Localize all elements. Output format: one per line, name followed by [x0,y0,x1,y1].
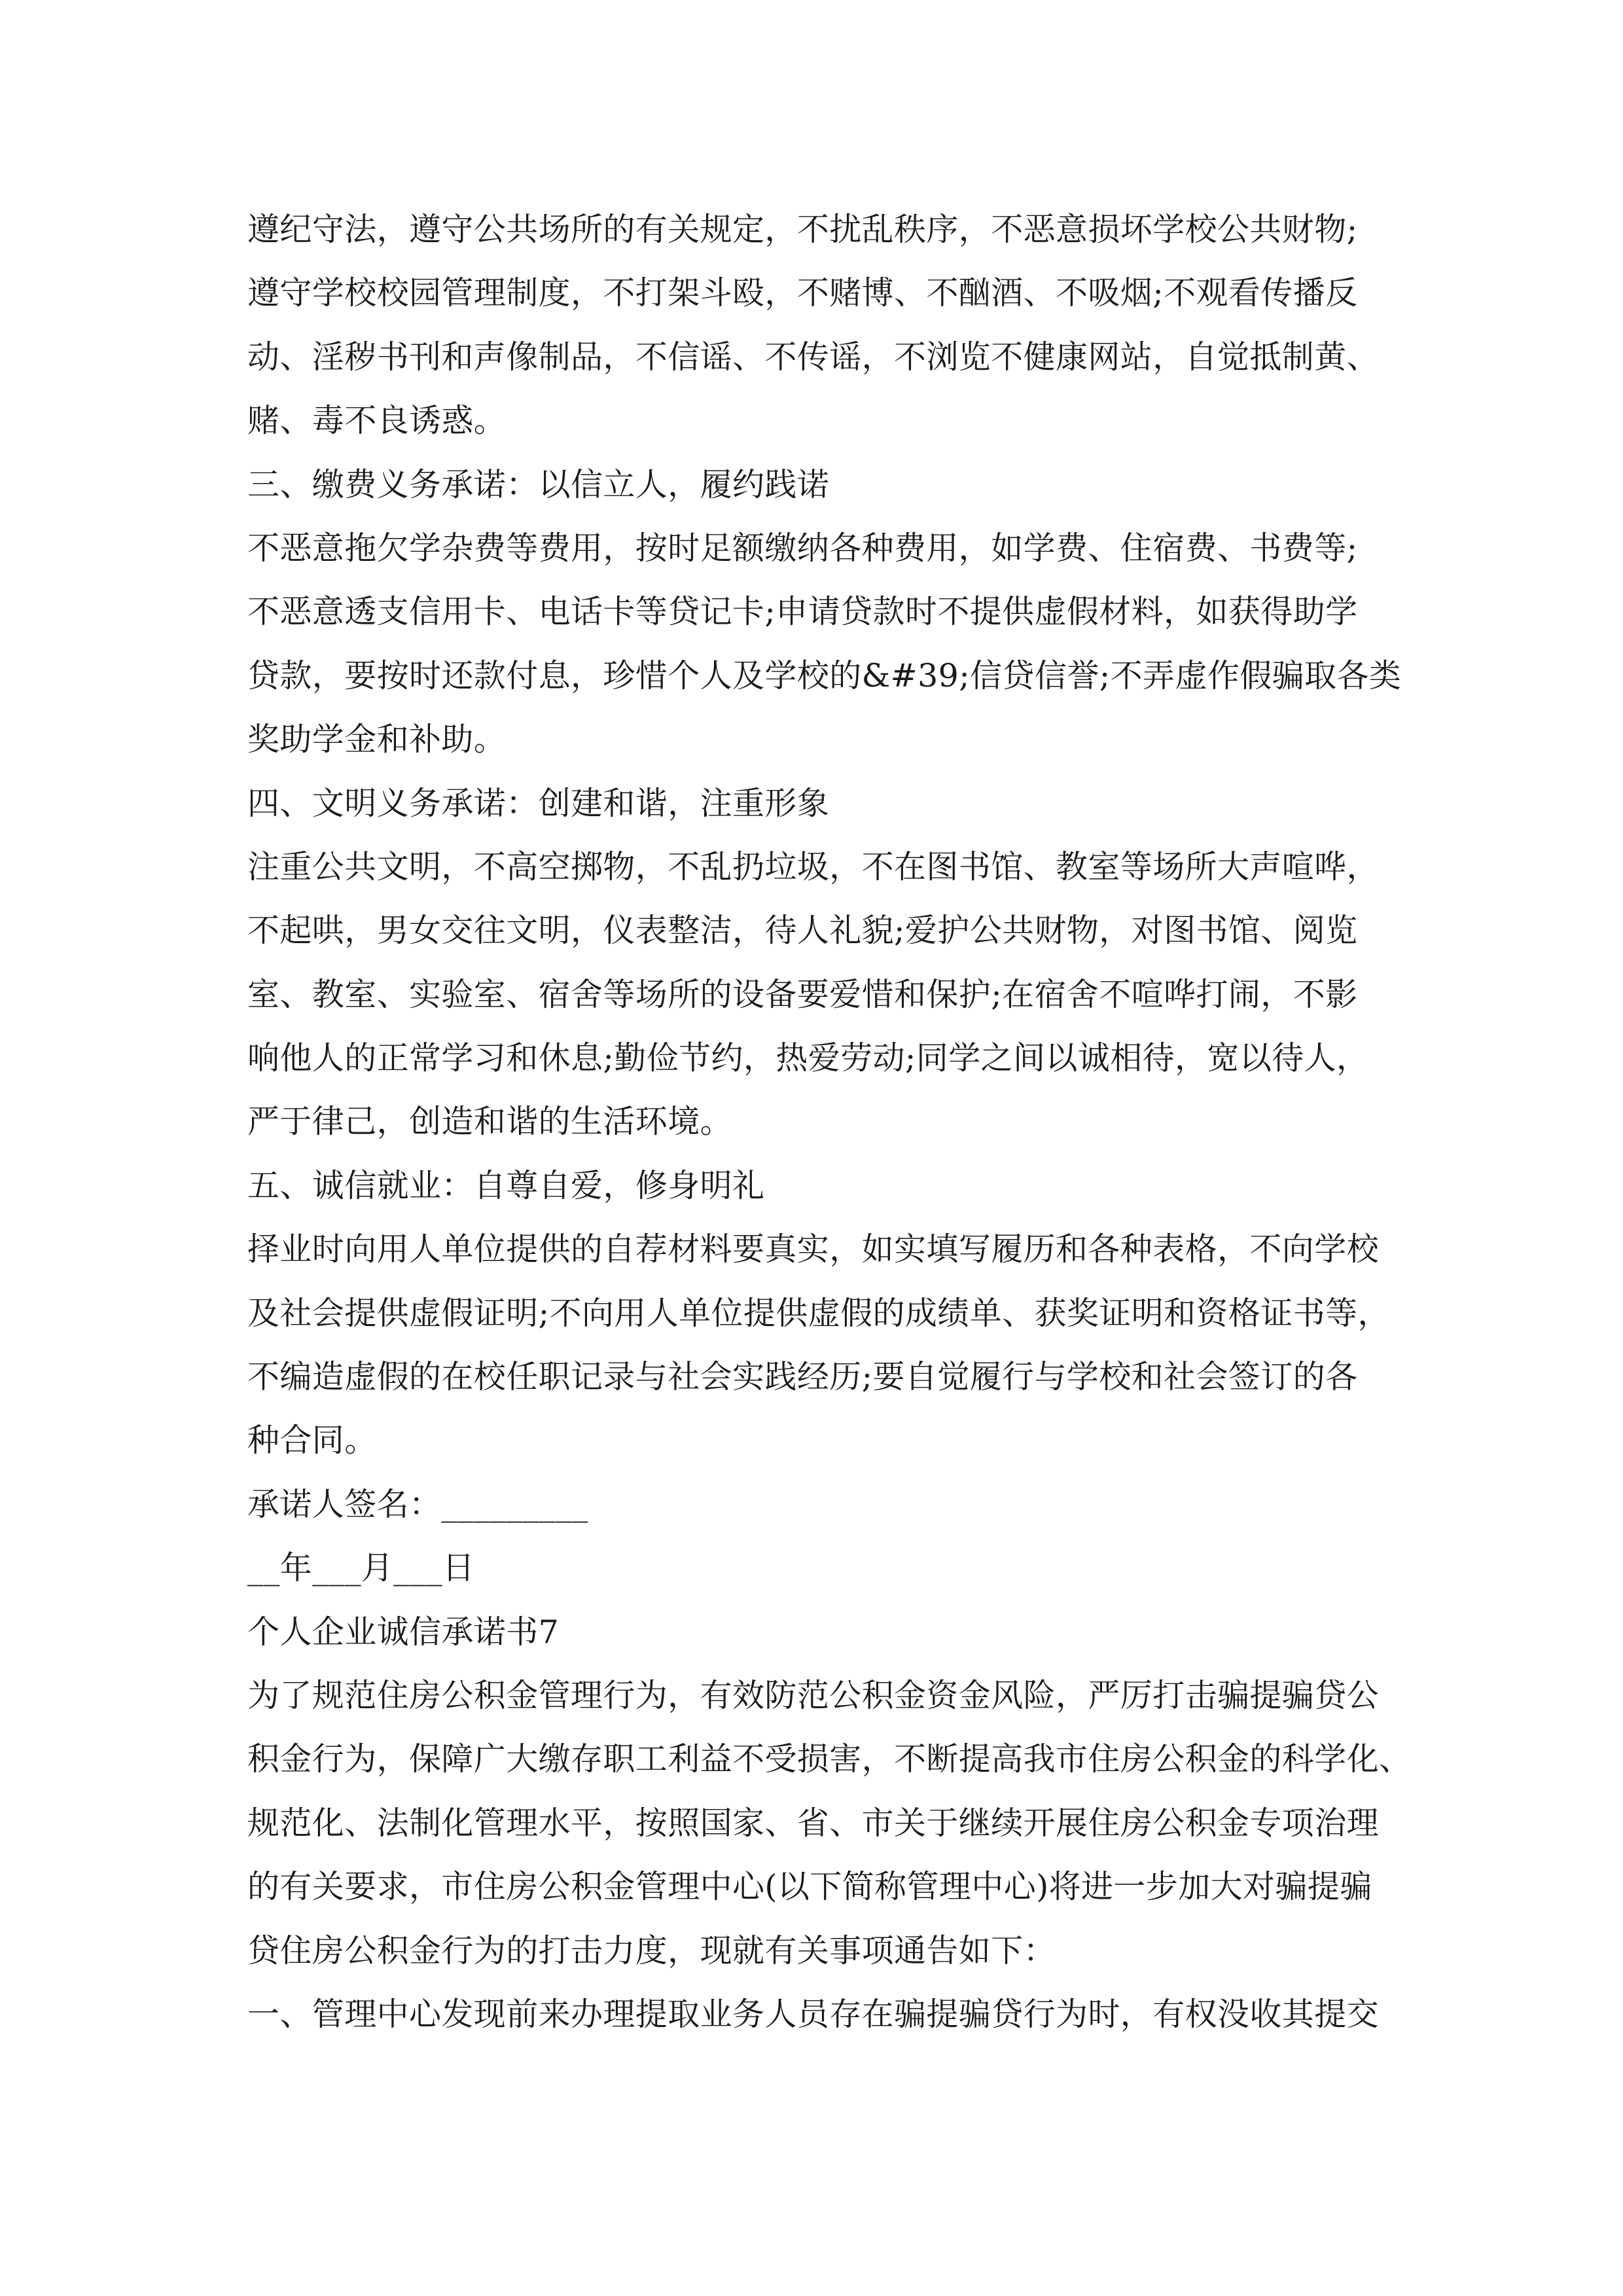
body-text-line: 遵纪守法，遵守公共场所的有关规定，不扰乱秩序，不恶意损坏学校公共财物; [247,211,1358,248]
document-body [247,198,1412,2046]
body-text-line: 种合同。 [247,1422,377,1460]
body-text-line: 为了规范住房公积金管理行为，有效防范公积金资金风险，严厉打击骗提骗贷公 [247,1676,1380,1714]
section-heading-3: 三、缴费义务承诺：以信立人，履约践诺 [247,465,830,503]
body-text-line: 及社会提供虚假证明;不向用人单位提供虚假的成绩单、获奖证明和资格证书等， [247,1294,1390,1332]
body-text-line: 奖助学金和补助。 [247,721,507,759]
body-text-line: 的有关要求，市住房公积金管理中心(以下简称管理中心)将进一步加大对骗提骗 [247,1868,1372,1906]
document-title: 个人企业诚信承诺书7 [247,1613,560,1651]
body-text-line: 规范化、法制化管理水平，按照国家、省、市关于继续开展住房公积金专项治理 [247,1804,1380,1842]
body-text-line: 一、管理中心发现前来办理提取业务人员存在骗提骗贷行为时，有权没收其提交 [247,1995,1380,2033]
body-text-line: 择业时向用人单位提供的自荐材料要真实，如实填写履历和各种表格，不向学校 [247,1230,1380,1268]
body-text-line: 动、淫秽书刊和声像制品，不信谣、不传谣，不浏览不健康网站，自觉抵制黄、 [247,338,1380,376]
body-text-line: 室、教室、实验室、宿舍等场所的设备要爱惜和保护;在宿舍不喧哗打闹，不影 [247,975,1358,1013]
body-text-line: 不恶意透支信用卡、电话卡等贷记卡;申请贷款时不提供虚假材料，如获得助学 [247,593,1358,631]
body-text-line: 不起哄，男女交往文明，仪表整洁，待人礼貌;爱护公共财物，对图书馆、阅览 [247,912,1358,950]
body-text-line: 注重公共文明，不高空掷物，不乱扔垃圾，不在图书馆、教室等场所大声喧哗， [247,848,1380,886]
section-heading-5: 五、诚信就业：自尊自爱，修身明礼 [247,1166,765,1204]
body-text-line: 不编造虚假的在校任职记录与社会实践经历;要自觉履行与学校和社会签订的各 [247,1358,1358,1396]
body-text-line: 积金行为，保障广大缴存职工利益不受损害，不断提高我市住房公积金的科学化、 [247,1740,1412,1778]
body-text-line: 不恶意拖欠学杂费等费用，按时足额缴纳各种费用，如学费、住宿费、书费等; [247,529,1358,567]
body-text-line: 遵守学校校园管理制度，不打架斗殴，不赌博、不酗酒、不吸烟;不观看传播反 [247,274,1358,312]
body-text-line: 响他人的正常学习和休息;勤俭节约，热爱劳动;同学之间以诚相待，宽以待人， [247,1039,1369,1077]
body-text-line: 贷款，要按时还款付息，珍惜个人及学校的&#39;信贷信誉;不弄虚作假骗取各类 [247,656,1402,694]
section-heading-4: 四、文明义务承诺：创建和谐，注重形象 [247,784,830,822]
date-line: __年___月___日 [247,1549,475,1587]
body-text-line: 赌、毒不良诱惑。 [247,402,507,440]
signature-line: 承诺人签名：_________ [247,1485,588,1523]
body-text-line: 严于律己，创造和谐的生活环境。 [247,1103,733,1141]
body-text-line: 贷住房公积金行为的打击力度，现就有关事项通告如下： [247,1931,1056,1969]
